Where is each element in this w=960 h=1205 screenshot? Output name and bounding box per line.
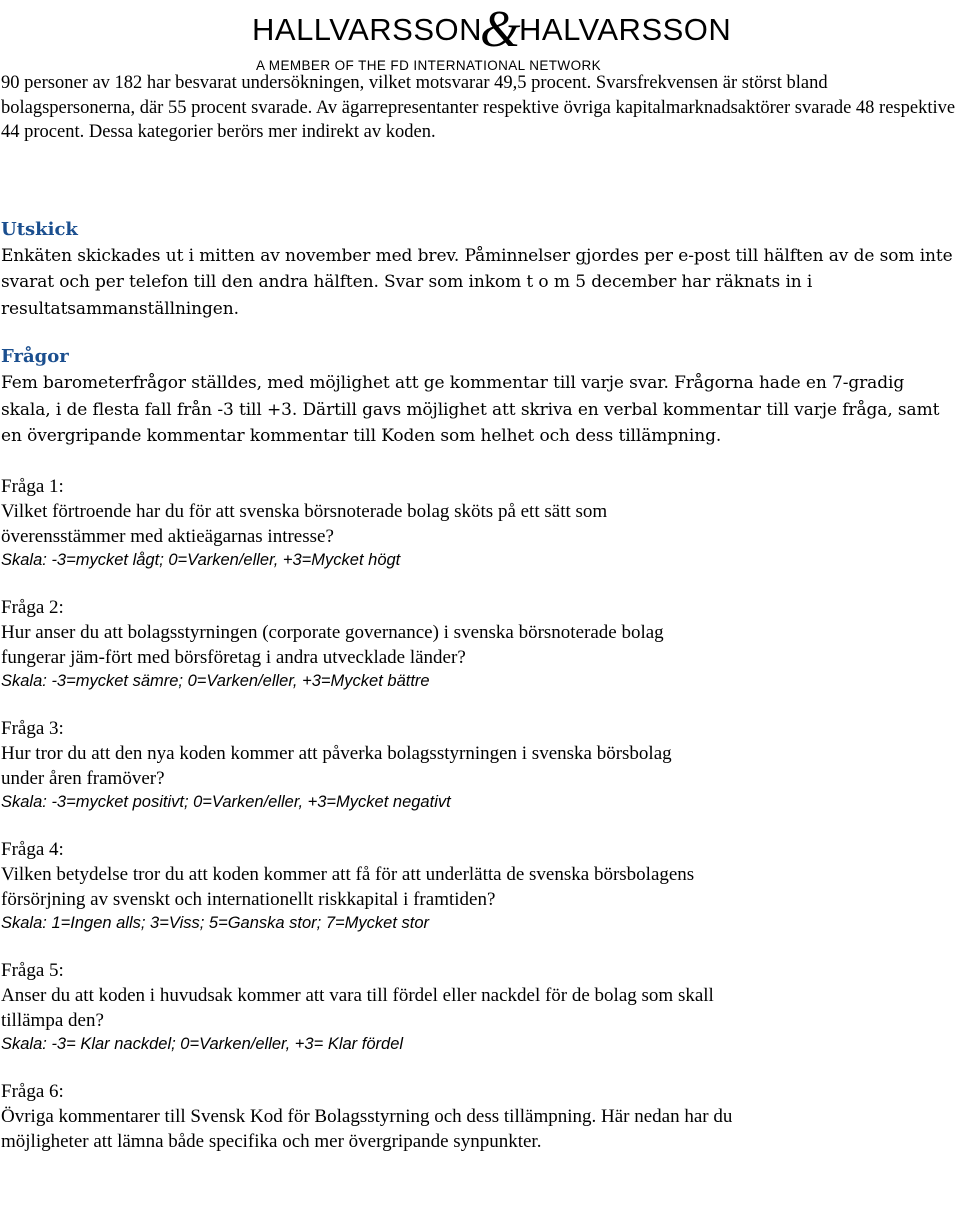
question-scale: Skala: -3=mycket positivt; 0=Varken/eller, +3=Mycket negativt — [1, 792, 451, 811]
question-label: Fråga 4: — [1, 838, 64, 860]
question-block — [1, 595, 957, 692]
question-text-line: överensstämmer med aktieägarnas intresse? — [1, 525, 334, 547]
question-scale: Skala: 1=Ingen alls; 3=Viss; 5=Ganska stor; 7=Mycket stor — [1, 913, 430, 932]
question-label: Fråga 1: — [1, 475, 64, 497]
question-block — [1, 1079, 957, 1154]
logo-right-text: HALVARSSON — [519, 12, 732, 47]
question-block — [1, 958, 957, 1055]
question-label: Fråga 2: — [1, 596, 64, 618]
logo-left-text: HALLVARSSON — [252, 12, 483, 47]
question-text-line: fungerar jäm-fört med börsföretag i andra utvecklade länder? — [1, 646, 466, 668]
logo-tagline: A MEMBER OF THE FD INTERNATIONAL NETWORK — [256, 58, 602, 73]
question-text-line: under åren framöver? — [1, 767, 165, 789]
question-label: Fråga 6: — [1, 1080, 64, 1102]
question-block — [1, 716, 957, 813]
question-scale: Skala: -3=mycket lågt; 0=Varken/eller, +3=Mycket högt — [1, 550, 401, 569]
question-text-line: möjligheter att lämna både specifika och mer övergripande synpunkter. — [1, 1130, 542, 1152]
question-text-line: Övriga kommentarer till Svensk Kod för Bolagsstyrning och dess tillämpning. Här nedan har du — [1, 1105, 733, 1127]
section-heading-utskick: Utskick — [1, 218, 78, 240]
question-text-line: Hur tror du att den nya koden kommer att påverka bolagsstyrningen i svenska börsbolag — [1, 742, 672, 764]
question-block — [1, 474, 957, 571]
logo-ampersand: & — [480, 1, 521, 58]
question-label: Fråga 3: — [1, 717, 64, 739]
question-scale: Skala: -3=mycket sämre; 0=Varken/eller, +3=Mycket bättre — [1, 671, 430, 690]
question-text-line: Hur anser du att bolagsstyrningen (corporate governance) i svenska börsnoterade bolag — [1, 621, 664, 643]
intro-paragraph: 90 personer av 182 har besvarat undersökningen, vilket motsvarar 49,5 procent. Svarsfrekvensen är störst bland bolagspersonerna, där 55 procent svarade. Av ägarrepresentanter respektive övriga kapitalmarknadsaktörer svarade 48 respektive 44 procent. Dessa kategorier berörs mer indirekt av koden. — [1, 73, 956, 142]
question-text-line: försörjning av svenskt och internationellt riskkapital i framtiden? — [1, 888, 496, 910]
section-text-fragor: Fem barometerfrågor ställdes, med möjlighet att ge kommentar till varje svar. Frågorna hade en 7-gradig skala, i de flesta fall från -3 till +3. Därtill gavs möjlighet att skriva en verbal kommentar till varje fråga, samt en övergripande kommentar kommentar till Koden som helhet och dess tillämpning. — [1, 373, 940, 446]
question-scale: Skala: -3= Klar nackdel; 0=Varken/eller, +3= Klar fördel — [1, 1034, 404, 1053]
question-label: Fråga 5: — [1, 959, 64, 981]
section-heading-fragor: Frågor — [1, 346, 69, 367]
question-text-line: Vilket förtroende har du för att svenska börsnoterade bolag sköts på ett sätt som — [1, 500, 608, 522]
question-block — [1, 837, 957, 934]
question-text-line: Vilken betydelse tror du att koden kommer att få för att underlätta de svenska börsbolagens — [1, 863, 695, 885]
company-logo — [252, 1, 732, 58]
section-text-utskick: Enkäten skickades ut i mitten av november med brev. Påminnelser gjordes per e-post till hälften av de som inte svarat och per telefon till den andra hälften. Svar som inkom t o m 5 december har räknats in i resultatsammanställningen. — [1, 245, 953, 319]
document-body — [1, 71, 957, 1154]
letterhead — [0, 0, 960, 76]
question-text-line: Anser du att koden i huvudsak kommer att vara till fördel eller nackdel för de bolag som skall — [1, 984, 714, 1006]
question-text-line: tillämpa den? — [1, 1009, 104, 1031]
